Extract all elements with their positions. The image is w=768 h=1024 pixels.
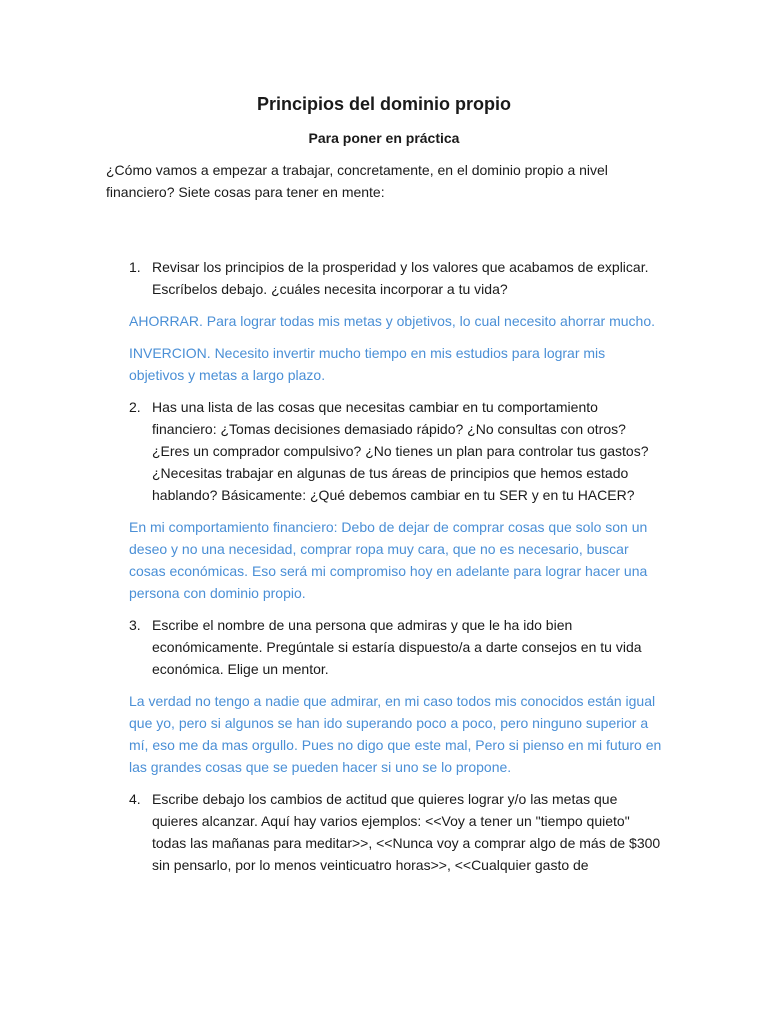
answer-paragraph: La verdad no tengo a nadie que admirar, en mi caso todos mis conocidos están igual que yo, pero si algunos se han ido superando poco a poco, pero ninguno superior a mí, eso me da mas orgullo. Pues no digo que este mal, Pero si pienso en mi futuro en las grandes cosas que se pueden hacer si uno se lo propone. bbox=[129, 693, 662, 775]
list-item-1 bbox=[106, 256, 662, 300]
intro-paragraph: ¿Cómo vamos a empezar a trabajar, concretamente, en el dominio propio a nivel financiero? Siete cosas para tener en mente: bbox=[106, 162, 608, 200]
list-question: Has una lista de las cosas que necesitas cambiar en tu comportamiento financiero: ¿Tomas decisiones demasiado rápido? ¿No consultas con otros? ¿Eres un comprador compulsivo? ¿No tienes un plan para controlar tus gastos? ¿Necesitas trabajar en algunas de tus áreas de principios que hemos estado hablando? Básicamente: ¿Qué debemos cambiar en tu SER y en tu HACER? bbox=[152, 399, 649, 503]
list-number: 1. bbox=[129, 259, 141, 275]
list-question: Escribe debajo los cambios de actitud que quieres lograr y/o las metas que quieres alcanzar. Aquí hay varios ejemplos: <<Voy a tener un "tiempo quieto" todas las mañanas para meditar>>, <<Nunca voy a comprar algo de más de $300 sin pensarlo, por lo menos veinticuatro horas>>, <<Cualquier gasto de bbox=[152, 791, 661, 873]
list-item-3 bbox=[106, 614, 662, 680]
answer-paragraph: AHORRAR. Para lograr todas mis metas y objetivos, lo cual necesito ahorrar mucho. bbox=[129, 313, 655, 329]
list-item-2 bbox=[106, 396, 662, 506]
answer-paragraph: En mi comportamiento financiero: Debo de dejar de comprar cosas que solo son un deseo y no una necesidad, comprar ropa muy cara, que no es necesario, buscar cosas económicas. Eso será mi compromiso hoy en adelante para lograr hacer una persona con dominio propio. bbox=[129, 519, 648, 601]
list-number: 3. bbox=[129, 617, 141, 633]
list-question: Revisar los principios de la prosperidad y los valores que acabamos de explicar. Escríbelos debajo. ¿cuáles necesita incorporar a tu vida? bbox=[152, 259, 649, 297]
document-subtitle: Para poner en práctica bbox=[308, 130, 460, 146]
list-question: Escribe el nombre de una persona que admiras y que le ha ido bien económicamente. Pregúntale si estaría dispuesto/a a darte consejos en tu vida económica. Elige un mentor. bbox=[152, 617, 642, 677]
list-item-4 bbox=[106, 788, 662, 876]
document-title: Principios del dominio propio bbox=[256, 94, 511, 114]
answer-paragraph: INVERCION. Necesito invertir mucho tiempo en mis estudios para lograr mis objetivos y metas a largo plazo. bbox=[129, 345, 606, 383]
list-number: 2. bbox=[129, 399, 141, 415]
list-number: 4. bbox=[129, 791, 141, 807]
